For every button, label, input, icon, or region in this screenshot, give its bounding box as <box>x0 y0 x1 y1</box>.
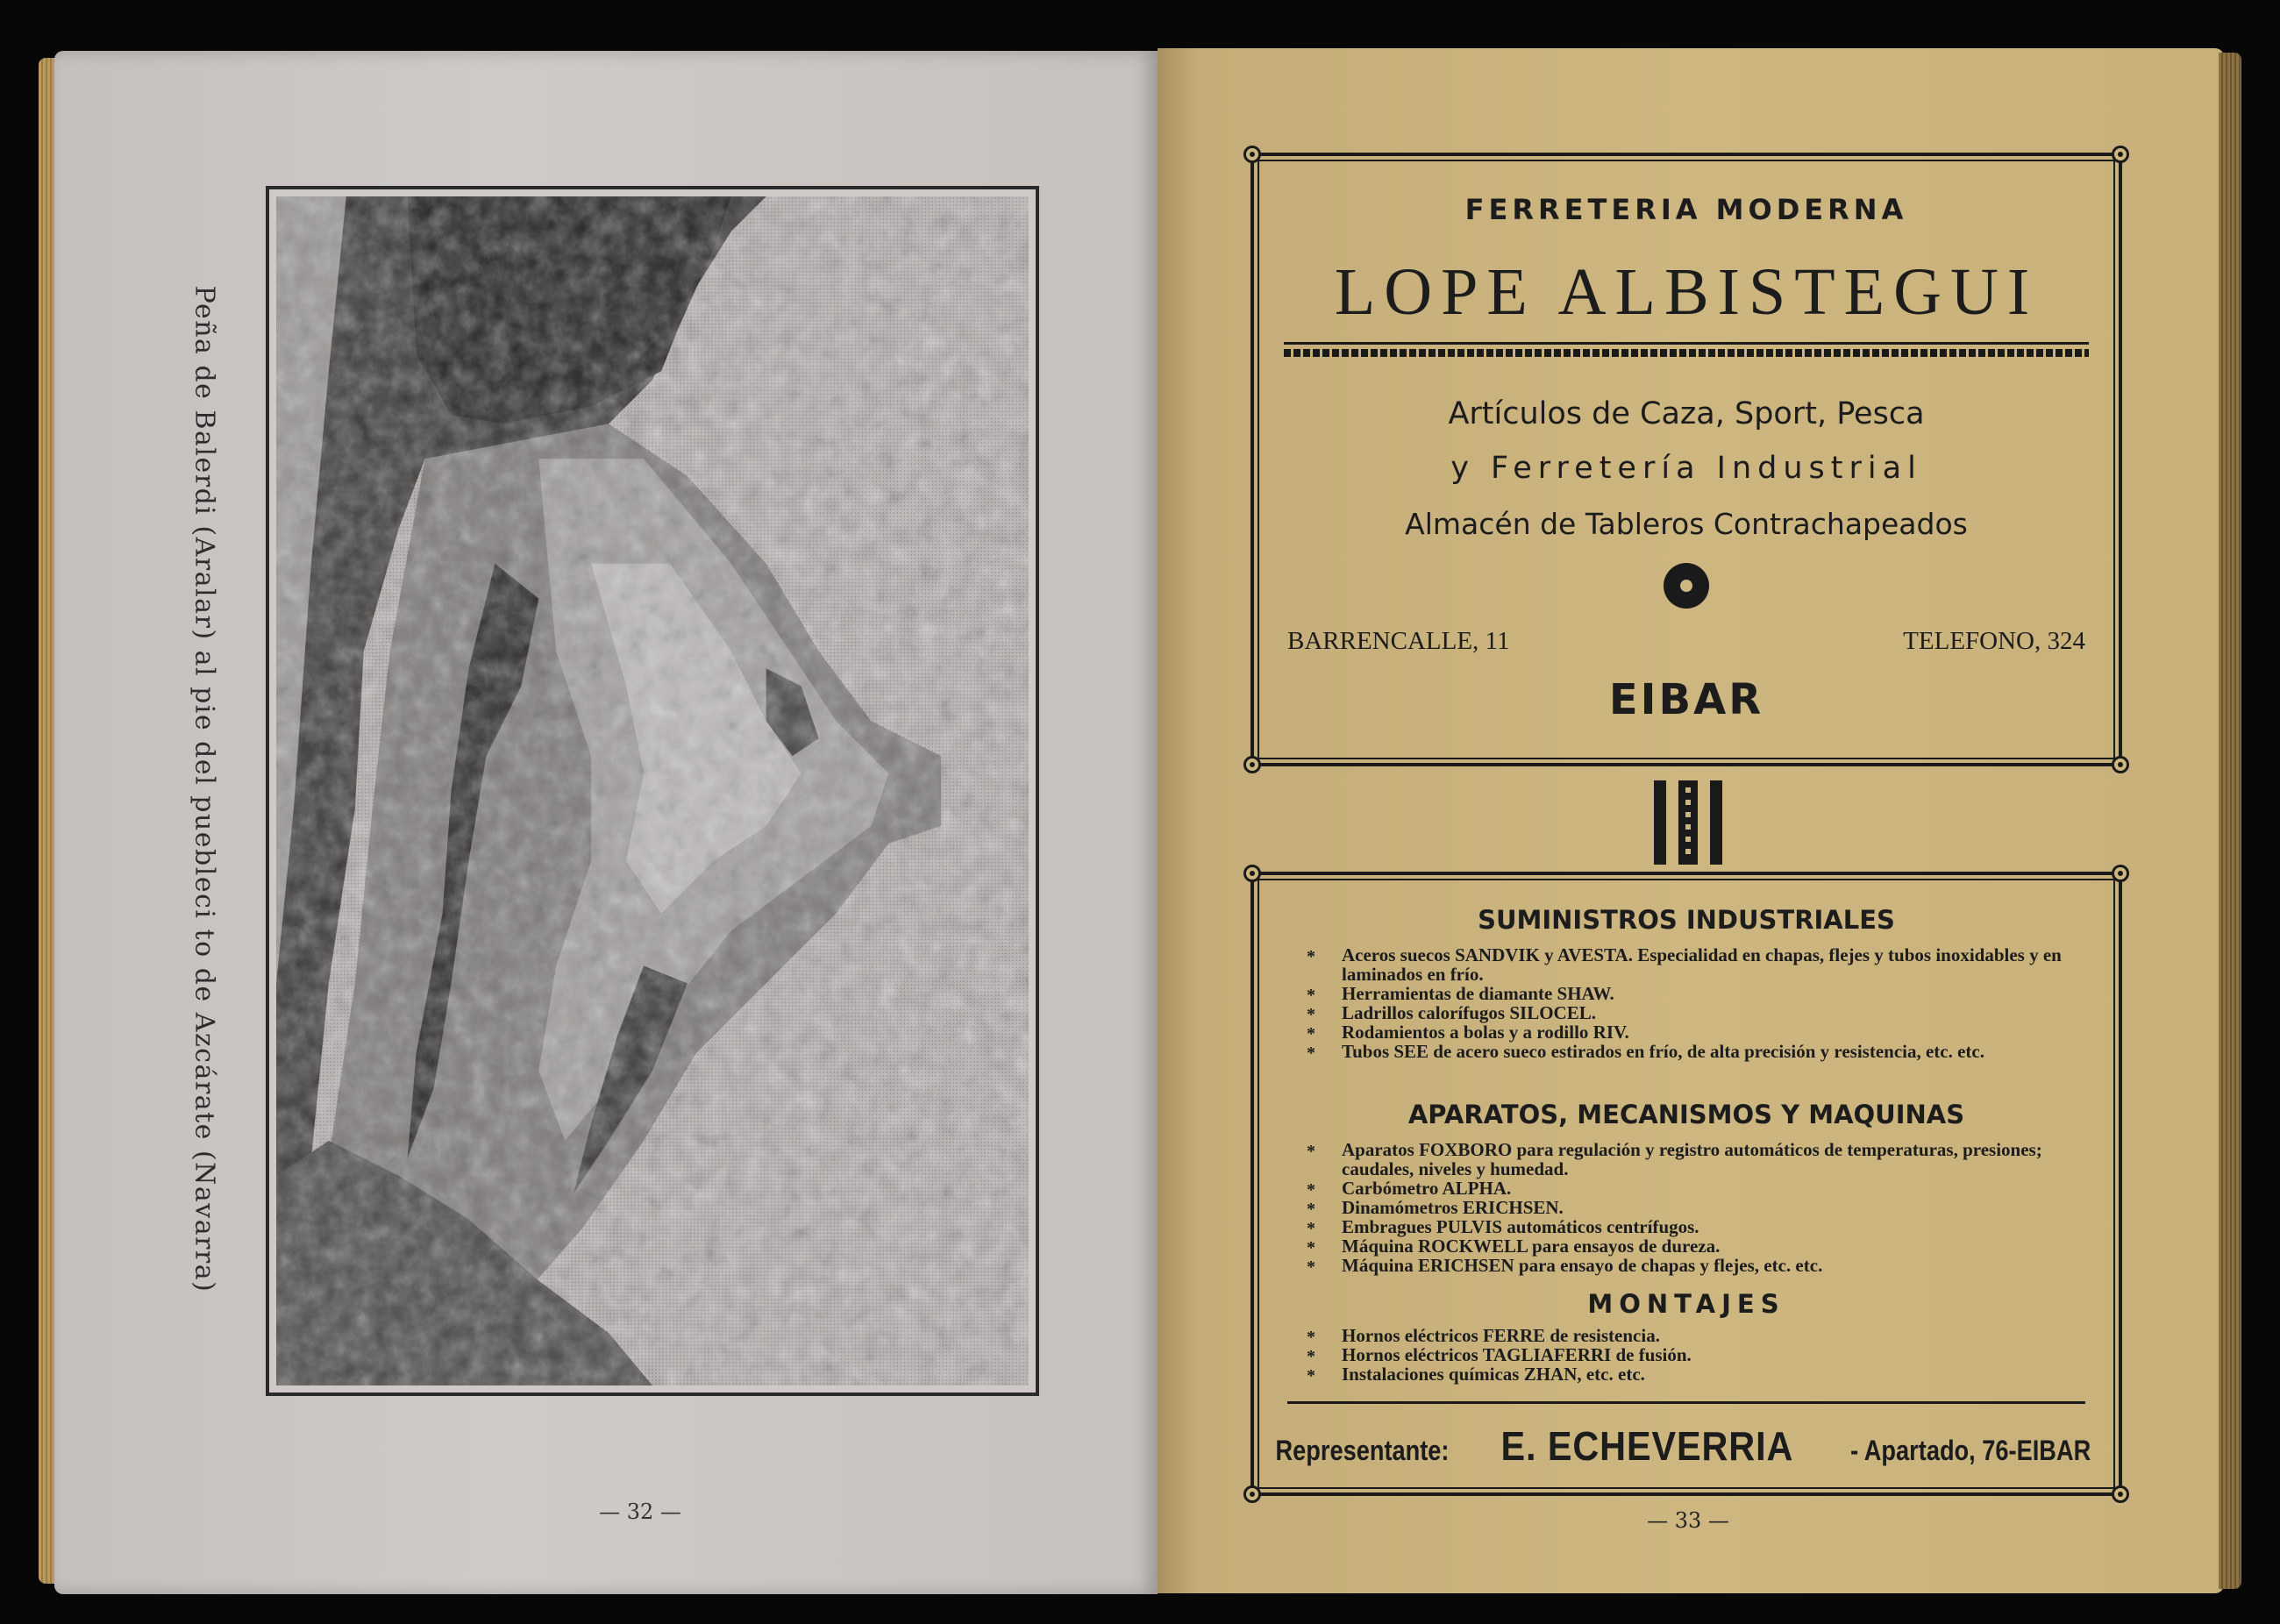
photo-frame <box>266 186 1039 1396</box>
list-item: * Tubos SEE de acero sueco estirados en frío, de alta precisión y resistencia, etc. etc. <box>1307 1042 2080 1061</box>
photo-caption: Peña de Balerdi (Aralar) al pie del puebleci to de Azcárate (Navarra) <box>189 285 220 1293</box>
left-page <box>54 51 1158 1594</box>
representative-line <box>1247 1422 2126 1470</box>
section-item-list <box>1307 1140 2080 1275</box>
representative-address: - Apartado, 76-EIBAR <box>1850 1435 2091 1466</box>
list-item: * Instalaciones químicas ZHAN, etc. etc. <box>1307 1364 2080 1384</box>
list-item: * Hornos eléctricos TAGLIAFERRI de fusión. <box>1307 1345 2080 1364</box>
list-item: * Rodamientos a bolas y a rodillo RIV. <box>1307 1022 2080 1042</box>
shop-line-2: y Ferretería Industrial <box>1450 451 1922 486</box>
list-item: * Herramientas de diamante SHAW. <box>1307 984 2080 1003</box>
divider-ornament-icon <box>1652 780 1724 865</box>
list-item: * Aceros suecos SANDVIK y AVESTA. Especialidad en chapas, flejes y tubos inoxidables y en laminados en frío. <box>1307 945 2080 984</box>
shop-city: EIBAR <box>1608 675 1764 724</box>
section-item-list <box>1307 945 2080 1061</box>
rock-cliff-image <box>276 196 1029 1385</box>
shop-phone: TELEFONO, 324 <box>1903 627 2085 655</box>
frame-corner-ornament <box>2112 756 2129 773</box>
section-title: APARATOS, MECANISMOS Y MAQUINAS <box>1407 1100 1965 1129</box>
shop-line-3: Almacén de Tableros Contrachapeados <box>1405 507 1968 541</box>
frame-corner-ornament <box>1243 756 1261 773</box>
representative-label: Representante: <box>1275 1435 1450 1466</box>
list-item: * Hornos eléctricos FERRE de resistencia. <box>1307 1326 2080 1345</box>
section-item-list <box>1307 1326 2080 1384</box>
shop-heading: FERRETERIA MODERNA <box>1464 193 1908 226</box>
frame-corner-ornament <box>2112 865 2129 882</box>
suministros-advertisement <box>1247 868 2126 1499</box>
list-item: * Dinamómetros ERICHSEN. <box>1307 1198 2080 1217</box>
frame-corner-ornament <box>1243 1485 1261 1503</box>
representative-name: E. ECHEVERRIA <box>1500 1423 1794 1469</box>
list-item: * Aparatos FOXBORO para regulación y registro automáticos de temperaturas, presiones; caudales, niveles y humedad. <box>1307 1140 2080 1179</box>
list-item: * Máquina ROCKWELL para ensayos de dureza. <box>1307 1236 2080 1256</box>
dashed-rule <box>1284 342 2089 360</box>
shop-address: BARRENCALLE, 11 <box>1287 627 1510 655</box>
page-number-left: — 32 — <box>599 1499 681 1524</box>
frame-corner-ornament <box>2112 146 2129 163</box>
shop-line-1: Artículos de Caza, Sport, Pesca <box>1448 396 1925 431</box>
divider-rule <box>1287 1401 2085 1404</box>
frame-corner-ornament <box>1243 146 1261 163</box>
section-title: MONTAJES <box>1587 1289 1785 1319</box>
list-item: * Carbómetro ALPHA. <box>1307 1179 2080 1198</box>
page-number-right: — 33 — <box>1647 1508 1729 1533</box>
frame-corner-ornament <box>1243 865 1261 882</box>
ferreteria-advertisement <box>1247 149 2126 770</box>
right-page-edge <box>2219 53 2241 1589</box>
mountain-photo <box>276 196 1029 1385</box>
list-item: * Embragues PULVIS automáticos centrífugos. <box>1307 1217 2080 1236</box>
ring-bullet-icon <box>1664 563 1709 609</box>
frame-corner-ornament <box>2112 1485 2129 1503</box>
section-title: SUMINISTROS INDUSTRIALES <box>1478 905 1895 935</box>
shop-owner-name: LOPE ALBISTEGUI <box>1334 255 2039 329</box>
list-item: * Ladrillos calorífugos SILOCEL. <box>1307 1003 2080 1022</box>
list-item: * Máquina ERICHSEN para ensayo de chapas y flejes, etc. etc. <box>1307 1256 2080 1275</box>
